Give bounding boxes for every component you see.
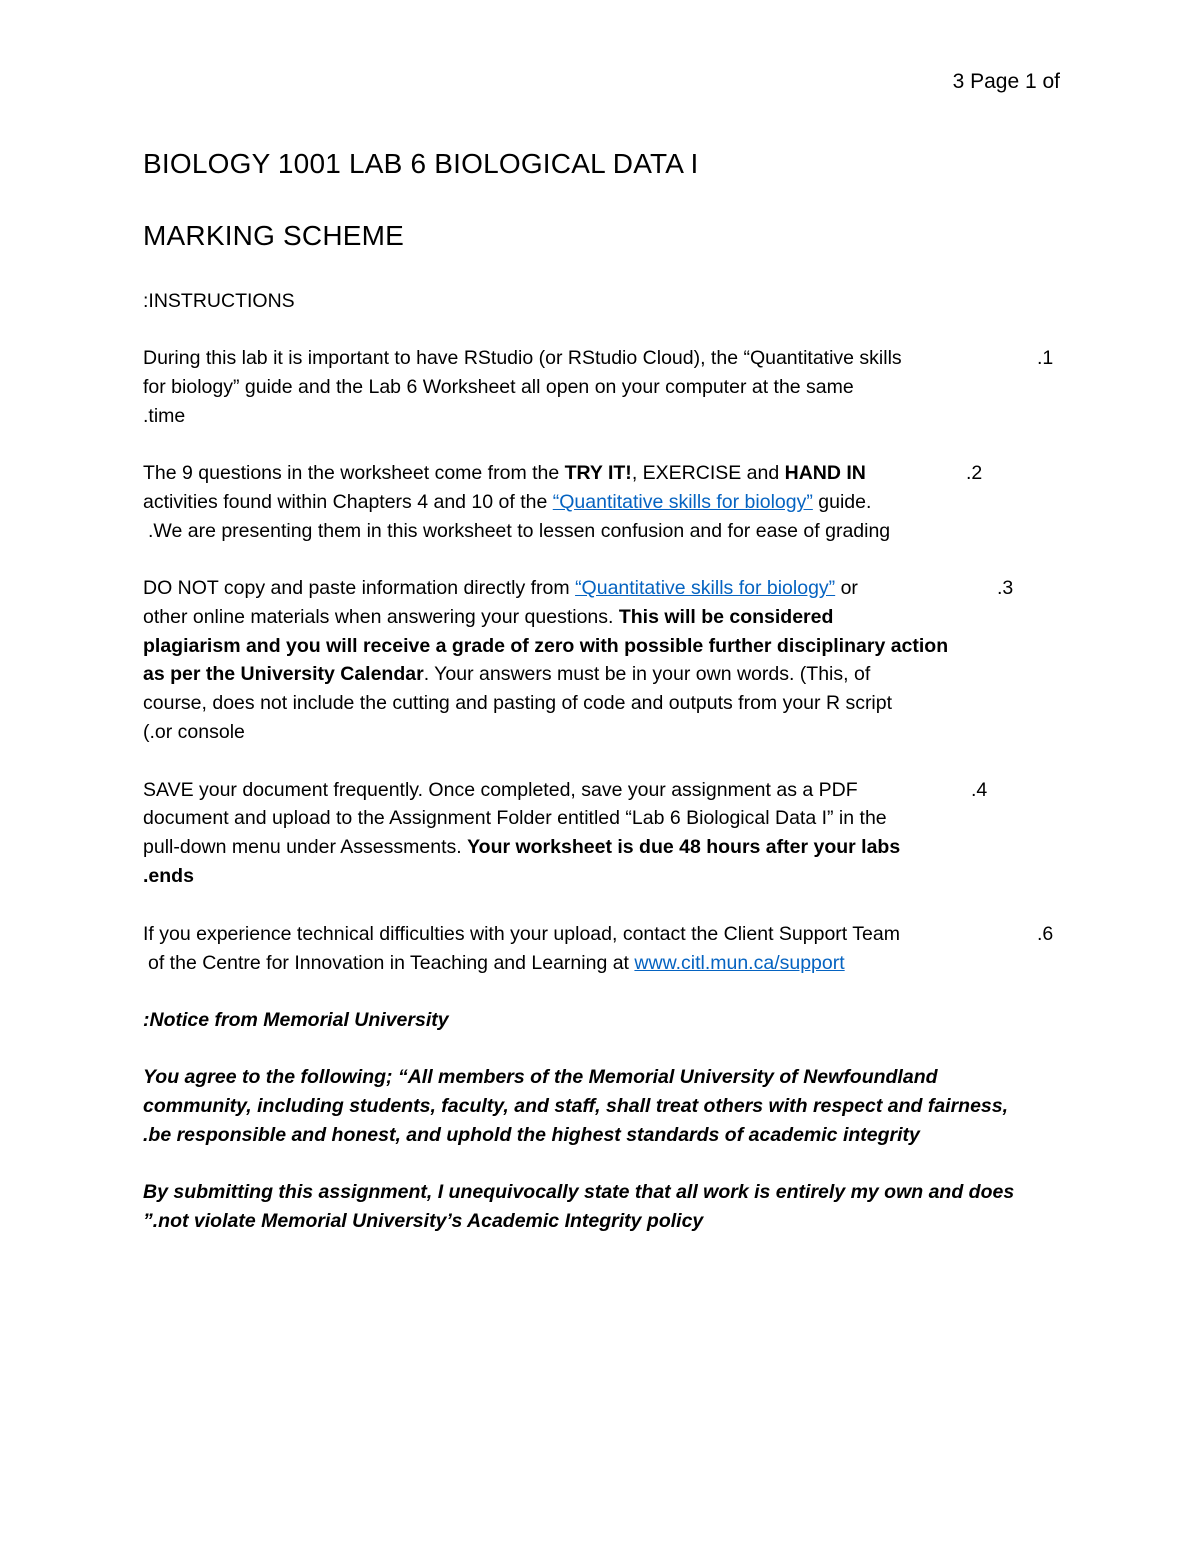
item6-line2: of the Centre for Innovation in Teaching and Learning at www.citl.mun.ca/support bbox=[148, 952, 845, 974]
instructions-heading: :INSTRUCTIONS bbox=[143, 290, 295, 312]
item3-line2: other online materials when answering your questions. This will be considered bbox=[143, 606, 834, 628]
item4-line1: SAVE your document frequently. Once completed, save your assignment as a PDF bbox=[143, 779, 858, 801]
page-title: BIOLOGY 1001 LAB 6 BIOLOGICAL DATA I bbox=[143, 148, 699, 179]
item4-line2: document and upload to the Assignment Folder entitled “Lab 6 Biological Data I” in the bbox=[143, 807, 887, 829]
item1-line2: for biology” guide and the Lab 6 Worksheet all open on your computer at the same bbox=[143, 376, 854, 398]
notice-line1: You agree to the following; “All members of the Memorial University of Newfoundland bbox=[143, 1066, 938, 1088]
item3-line5: course, does not include the cutting and pasting of code and outputs from your R script bbox=[143, 692, 893, 714]
page-subtitle: MARKING SCHEME bbox=[143, 220, 405, 251]
item3-line1: DO NOT copy and paste information directly from “Quantitative skills for biology” or bbox=[143, 577, 858, 599]
notice-line2: community, including students, faculty, and staff, shall treat others with respect and fairness, bbox=[143, 1095, 1009, 1117]
notice-line5: ”.not violate Memorial University’s Academic Integrity policy bbox=[143, 1210, 704, 1232]
notice-line4: By submitting this assignment, I unequivocally state that all work is entirely my own and does bbox=[143, 1181, 1015, 1203]
item-number-2: .2 bbox=[966, 462, 983, 484]
item4-line3: pull-down menu under Assessments. Your worksheet is due 48 hours after your labs bbox=[143, 836, 901, 858]
item1-line1: During this lab it is important to have RStudio (or RStudio Cloud), the “Quantitative skills bbox=[143, 347, 902, 369]
item6-line1: If you experience technical difficulties with your upload, contact the Client Support Team bbox=[143, 923, 900, 945]
notice-line3: .be responsible and honest, and uphold the highest standards of academic integrity bbox=[143, 1124, 920, 1146]
item2-line2: activities found within Chapters 4 and 10 of the “Quantitative skills for biology” guide. bbox=[143, 491, 872, 513]
notice-heading: :Notice from Memorial University bbox=[143, 1009, 449, 1031]
citl-support-link[interactable]: www.citl.mun.ca/support bbox=[634, 952, 845, 974]
quantitative-skills-link-2[interactable]: “Quantitative skills for biology” bbox=[575, 577, 836, 599]
item3-line3: plagiarism and you will receive a grade of zero with possible further disciplinary action bbox=[143, 635, 949, 657]
item-number-6: .6 bbox=[1037, 923, 1054, 945]
item3-line4: as per the University Calendar. Your answers must be in your own words. (This, of bbox=[143, 663, 871, 685]
item1-line3: .time bbox=[143, 405, 186, 427]
item-number-4: .4 bbox=[971, 779, 988, 801]
item3-line6: (.or console bbox=[143, 721, 245, 743]
item2-line3: .We are presenting them in this worksheet to lessen confusion and for ease of grading bbox=[148, 520, 891, 542]
page-number: 3 Page 1 of bbox=[952, 70, 1060, 93]
item4-line4: .ends bbox=[143, 865, 194, 887]
item-number-1: .1 bbox=[1037, 347, 1054, 369]
item2-line1: The 9 questions in the worksheet come from the TRY IT!, EXERCISE and HAND IN bbox=[143, 462, 866, 484]
item-number-3: .3 bbox=[997, 577, 1014, 599]
quantitative-skills-link[interactable]: “Quantitative skills for biology” bbox=[552, 491, 813, 513]
